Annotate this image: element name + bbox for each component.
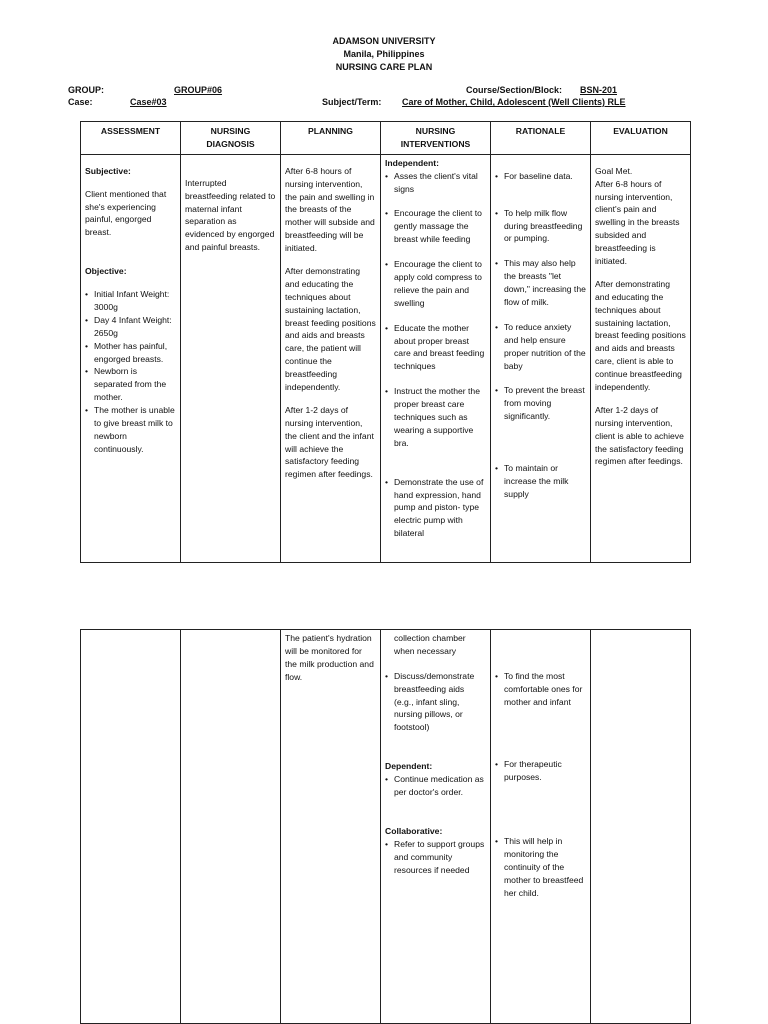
group-value: GROUP#06: [174, 85, 223, 95]
list-item: • This will help in monitoring the continuity of the mother to breastfeed her child.: [495, 835, 586, 899]
interventions-list: [385, 670, 486, 734]
objective-list: [85, 288, 176, 456]
evaluation-text-2: After demonstrating and educating the techniques about sustaining lactation, breast feeding positions and aids and breasts care, client is able to continue breastfeeding independently.: [595, 278, 686, 393]
evaluation-text-3: After 1-2 days of nursing intervention, client is able to achieve the satisfactory feeding regimen after feedings.: [595, 404, 684, 467]
col-header-planning: PLANNING: [281, 122, 381, 155]
case-label: Case:: [68, 97, 93, 107]
evaluation-cell: [591, 630, 691, 1024]
interventions-list: [385, 170, 486, 540]
collaborative-list: [385, 838, 486, 877]
subject-value: Care of Mother, Child, Adolescent (Well Clients) RLE: [402, 97, 626, 107]
rationale-list: [495, 758, 586, 784]
col-header-assessment: ASSESSMENT: [81, 122, 181, 155]
planning-goal-4: The patient's hydration will be monitored for the milk production and flow.: [285, 633, 374, 682]
intervention-continued: collection chamber when necessary: [394, 633, 466, 656]
col-header-interventions: NURSING INTERVENTIONS: [381, 122, 491, 155]
university-location: Manila, Philippines: [343, 49, 425, 60]
interventions-cell: [381, 154, 491, 562]
planning-goal-3: After 1-2 days of nursing intervention, the client and the infant will achieve the satisfactory feeding regimen after feedings.: [285, 404, 374, 480]
list-item: • Educate the mother about proper breast care and breast feeding techniques: [385, 322, 486, 374]
planning-cell: [281, 154, 381, 562]
assessment-cell: [81, 630, 181, 1024]
rationale-list: [495, 170, 586, 501]
dependent-list: [385, 773, 486, 799]
list-item: • Initial Infant Weight: 3000g: [85, 288, 176, 314]
nursing-care-plan-table-page2: [80, 629, 691, 1024]
course-label: Course/Section/Block:: [466, 85, 563, 95]
diagnosis-cell: [181, 154, 281, 562]
interventions-cell: [381, 630, 491, 1024]
diagnosis-text: Interrupted breastfeeding related to maternal infant separation as evidenced by engorged and painful breasts.: [185, 177, 276, 253]
list-item: • Instruct the mother the proper breast care techniques such as wearing a supportive bra.: [385, 385, 486, 449]
collaborative-label: Collaborative:: [385, 825, 443, 836]
diagnosis-cell: [181, 630, 281, 1024]
subject-label: Subject/Term:: [322, 97, 382, 107]
evaluation-text-1: After 6-8 hours of nursing intervention, client's pain and swelling in the breasts subsided and breastfeeding is initiated.: [595, 178, 680, 267]
list-item: • Mother has painful, engorged breasts.: [85, 340, 176, 366]
nursing-care-plan-table-page1: [80, 121, 691, 563]
planning-goal-2: After demonstrating and educating the techniques about sustaining lactation, breast feeding positions and aids and breasts care, the patient will continue the breastfeeding independently.: [285, 266, 376, 393]
document-title: NURSING CARE PLAN: [335, 62, 433, 73]
list-item: • The mother is unable to give breast milk to newborn continuously.: [85, 404, 176, 456]
list-item: • To find the most comfortable ones for mother and infant: [495, 670, 586, 709]
table-body-row: [81, 154, 691, 562]
col-header-rationale: RATIONALE: [491, 122, 591, 155]
document-header: [0, 35, 768, 74]
rationale-cell: [491, 630, 591, 1024]
list-item: • To reduce anxiety and help ensure proper nutrition of the baby: [495, 321, 586, 373]
subjective-label: Subjective:: [85, 165, 131, 176]
evaluation-status: Goal Met.: [595, 165, 633, 176]
list-item: • Newborn is separated from the mother.: [85, 365, 176, 404]
col-header-evaluation: EVALUATION: [591, 122, 691, 155]
table-header-row: [81, 122, 691, 155]
subjective-text: Client mentioned that she's experiencing painful, engorged breast.: [85, 188, 167, 238]
list-item: • Encourage the client to apply cold compress to relieve the pain and swelling: [385, 258, 486, 310]
list-item: • To maintain or increase the milk supply: [495, 462, 586, 501]
list-item: • Discuss/demonstrate breastfeeding aids (e.g., infant sling, nursing pillows, or footstool): [385, 670, 486, 734]
case-value: Case#03: [130, 97, 167, 107]
university-name: ADAMSON UNIVERSITY: [332, 36, 436, 46]
list-item: • Encourage the client to gently massage the breast while feeding: [385, 207, 486, 246]
list-item: • Demonstrate the use of hand expression, hand pump and piston- type electric pump with bilateral: [385, 476, 486, 540]
course-value: BSN-201: [580, 85, 618, 95]
planning-goal-1: After 6-8 hours of nursing intervention, the pain and swelling in the breasts of the mother will subside and breastfeeding will be initiated.: [285, 165, 375, 254]
list-item: • To help milk flow during breastfeeding or pumping.: [495, 207, 586, 246]
list-item: • For therapeutic purposes.: [495, 758, 586, 784]
planning-cell: [281, 630, 381, 1024]
list-item: • This may also help the breasts "let down," increasing the flow of milk.: [495, 257, 586, 309]
table-body-row: [81, 630, 691, 1024]
rationale-cell: [491, 154, 591, 562]
list-item: • Refer to support groups and community resources if needed: [385, 838, 486, 877]
rationale-list: [495, 670, 586, 709]
rationale-list: [495, 835, 586, 899]
independent-label: Independent:: [385, 157, 439, 168]
col-header-diagnosis: NURSING DIAGNOSIS: [181, 122, 281, 155]
list-item: • Asses the client's vital signs: [385, 170, 486, 196]
list-item: • To prevent the breast from moving significantly.: [495, 384, 586, 423]
list-item: • Continue medication as per doctor's order.: [385, 773, 486, 799]
dependent-label: Dependent:: [385, 761, 433, 772]
list-item: • For baseline data.: [495, 170, 586, 183]
list-item: • Day 4 Infant Weight: 2650g: [85, 314, 176, 340]
objective-label: Objective:: [85, 266, 127, 277]
evaluation-cell: [591, 154, 691, 562]
group-label: GROUP:: [68, 85, 104, 95]
assessment-cell: [81, 154, 181, 562]
